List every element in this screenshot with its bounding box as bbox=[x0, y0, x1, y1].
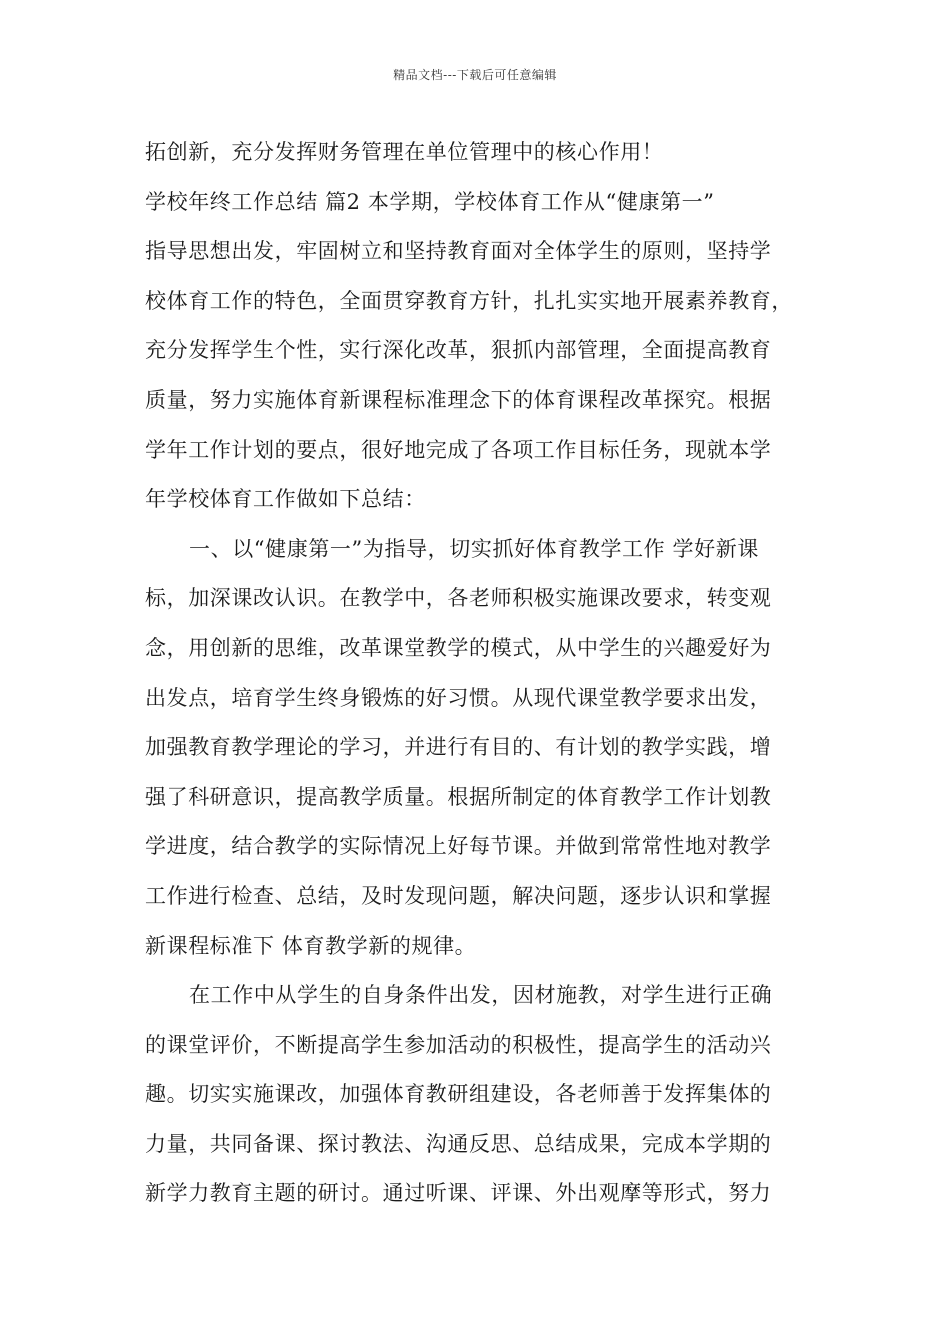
text-line: 校体育工作的特色，全面贯穿教育方针，扎扎实实地开展素养教育， bbox=[145, 288, 793, 313]
text-line: 指导思想出发，牢固树立和坚持教育面对全体学生的原则，坚持学 bbox=[145, 239, 772, 264]
text-line: 新课程标准下 体育教学新的规律。 bbox=[145, 933, 477, 958]
text-line: 学年工作计划的要点，很好地完成了各项工作目标任务，现就本学 bbox=[145, 437, 772, 462]
document-body bbox=[145, 132, 835, 1223]
text-line: 新学力教育主题的研讨。通过听课、评课、外出观摩等形式，努力 bbox=[145, 1181, 772, 1206]
page-header: 精品文档---下载后可任意编辑 bbox=[393, 68, 557, 82]
text-line: 标，加深课改认识。在教学中，各老师积极实施课改要求，转变观 bbox=[145, 586, 772, 611]
text-line: 质量，努力实施体育新课程标准理念下的体育课程改革探究。根据 bbox=[145, 387, 772, 412]
text-line: 在工作中从学生的自身条件出发，因材施教，对学生进行正确 bbox=[189, 983, 773, 1008]
text-line: 学校年终工作总结 篇2 本学期，学校体育工作从“健康第一” bbox=[145, 189, 715, 214]
text-line: 趣。切实实施课改，加强体育教研组建设，各老师善于发挥集体的 bbox=[145, 1082, 772, 1107]
text-line: 念，用创新的思维，改革课堂教学的模式，从中学生的兴趣爱好为 bbox=[145, 635, 772, 660]
text-line: 年学校体育工作做如下总结： bbox=[145, 487, 426, 512]
text-line: 强了科研意识，提高教学质量。根据所制定的体育教学工作计划教 bbox=[145, 784, 772, 809]
text-line: 出发点，培育学生终身锻炼的好习惯。从现代课堂教学要求出发， bbox=[145, 685, 772, 710]
text-line: 力量，共同备课、探讨教法、沟通反思、总结成果，完成本学期的 bbox=[145, 1131, 772, 1156]
text-line: 加强教育教学理论的学习，并进行有目的、有计划的教学实践，增 bbox=[145, 735, 772, 760]
text-line: 一、以“健康第一”为指导，切实抓好体育教学工作 学好新课 bbox=[189, 536, 759, 561]
text-line: 充分发挥学生个性，实行深化改革，狠抓内部管理，全面提高教育 bbox=[145, 338, 772, 363]
text-line: 拓创新，充分发挥财务管理在单位管理中的核心作用！ bbox=[145, 140, 664, 164]
text-line: 学进度，结合教学的实际情况上好每节课。并做到常常性地对教学 bbox=[145, 834, 772, 859]
text-line: 的课堂评价，不断提高学生参加活动的积极性，提高学生的活动兴 bbox=[145, 1032, 772, 1057]
text-line: 工作进行检查、总结，及时发现问题，解决问题，逐步认识和掌握 bbox=[145, 883, 772, 908]
